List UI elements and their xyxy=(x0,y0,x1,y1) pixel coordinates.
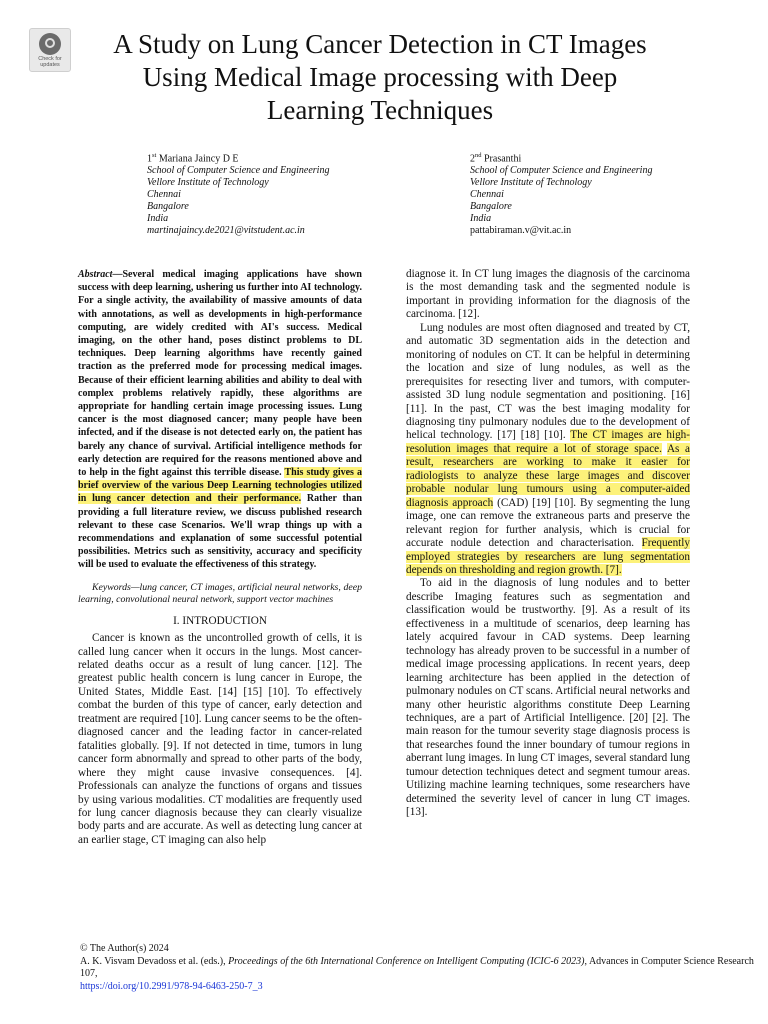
author-institution: Vellore Institute of Technology xyxy=(147,177,269,189)
author-country: India xyxy=(147,213,169,225)
intro-paragraph: Cancer is known as the uncontrolled growth of cells, it is called lung cancer when it occurs in the lungs. Most cancer-related deaths occur as a result of lung cancer. [12]. The greatest public health concern is lung cancer in Europe, the United States, Middle East. [14] [15] [10]. To effectively combat the burden of this type of cancer, early detection and treatment are required [10]. Lung cancer seems to be the often-diagnosed cancer and the leading factor in cancer-related fatalities globally. [9]. If not detected in time, tumors in lung cancer form abnormally and spread to other parts of the body, where they might cause invasive consequences. [4]. Professionals can analyze the functions of organs and tissues by using various modalities. CT modalities are frequently used for lung cancer diagnosis because they can clearly visualize body parts and are accurate. As well as detecting lung cancer at an earlier stage, CT imaging can also help xyxy=(78,632,362,846)
footer xyxy=(80,943,768,993)
paragraph-3: To aid in the diagnosis of lung nodules and to better describe Imaging features such as segmentation and classification would be trustworthy. [9]. As a result of its effectiveness in a multitude of scenarios, deep learning has lately acquired favour in CAD systems. Deep learning technology has already proven to be successful in a number of medical image processing applications. In recent years, deep learning architecture has been applied in the detection of pulmonary nodules on CT scans. Artificial neural networks and many other heuristic algorithms constitute Deep Learning techniques, are a part of Artificial Intelligence. [20] [2]. The main reason for the tumour severity stage diagnosis process is that researches found the inner boundary of tumour regions in aberrant lung images. In lung CT images, several standard lung tumour detection techniques detect and segment tumour areas. Utilizing machine learning techniques, some researchers have determined the severity level of cancer in lung CT images. [13]. xyxy=(406,577,690,819)
highlight-3: Frequently employed strategies by researchers are lung segmentation depends on thresholding and region growth. [7]. xyxy=(406,537,690,576)
check-for-updates-badge[interactable] xyxy=(29,28,71,72)
check-updates-icon xyxy=(39,33,61,55)
highlight-2: As a result, researchers are working to make it easier for radiologists to analyze these large images and discover probable nodular lung tumours using a computer-aided diagnosis approach xyxy=(406,442,690,509)
check-updates-label: Check for updates xyxy=(38,56,62,68)
doi-link[interactable]: https://doi.org/10.2991/978-94-6463-250-7_3 xyxy=(80,980,263,992)
author-city: Chennai xyxy=(147,189,181,201)
author-1-block xyxy=(147,150,329,237)
author-city: Chennai xyxy=(470,189,504,201)
paragraph-1: diagnose it. In CT lung images the diagnosis of the carcinoma is the most demanding task and the segmented nodule is important in providing information for the diagnosis of the carcinoma. [12]. xyxy=(406,268,690,321)
author-name: 2nd Prasanthi xyxy=(470,152,522,165)
author-email[interactable]: martinajaincy.de2021@vitstudent.ac.in xyxy=(147,225,305,237)
author-email[interactable]: pattabiraman.v@vit.ac.in xyxy=(470,225,572,237)
citation: A. K. Visvam Devadoss et al. (eds.), Proceedings of the 6th International Conference on Intelligent Computing (ICIC-6 2023), Advances in Computer Science Research 107, xyxy=(80,955,754,979)
author-2-block xyxy=(470,150,652,237)
paragraph-2: Lung nodules are most often diagnosed and treated by CT, and automatic 3D segmentation aids in the detection and monitoring of nodules on CT. It can be helpful in determining the location and size of lung nodules, as well as the prerequisites for resecting liver and tumors, with computer-assisted 3D lung nodule segmentation and positioning. [16] [11]. In the past, CT was the best imaging modality for diagnosing tiny pulmonary nodules due to the development of helical technology. [17] [18] [10]. The CT images are high-resolution images that require a lot of storage space. As a result, researchers are working to make it easier for radiologists to analyze these large images and discover probable nodular lung tumours using a computer-aided diagnosis approach (CAD) [19] [10]. By segmenting the lung image, one can remove the extraneous parts and preserve the relevant region for further analysis, which is crucial for accurate nodule detection and characterisation. Frequently employed strategies by researchers are lung segmentation depends on thresholding and region growth. [7]. xyxy=(406,321,691,576)
author-city2: Bangalore xyxy=(147,201,189,213)
abstract: Abstract—Several medical imaging applications have shown success with deep learning, ushering us further into AI technology. For a single activity, the availability of massive amounts of data with annotations, as well as developments in high-performance computing, are widely credited with AI's success. Medical imaging, on the other hand, poses distinct problems to DL techniques. Deep learning algorithms have recently gained traction as the preferred mode for processing medical images. Because of their efficient learning abilities and ability to deal with complex problems relatively rapidly, these algorithms are appropriate for handling certain image processing issues. Lung cancer is the most diagnosed cancer; many people have been infected, and if the disease is not detected early on, the patient has barely any chance of survival. Artificial intelligence methods for early detection are required for the reasons mentioned above and to help in the fight against this terrible disease. This study gives a brief overview of the various Deep Learning technologies utilized in lung cancer detection and their performance. Rather than providing a full literature review, we discuss published research relevant to these case Scenarios. We'll wrap things up with a recommendations and explanation of some successful potential possibilities. Metrics such as sensitivity, accuracy and specificity will be used to evaluate the effectiveness of this strategy. xyxy=(78,269,363,571)
paper-title: A Study on Lung Cancer Detection in CT Images Using Medical Image processing with Deep Learning Techniques xyxy=(113,29,647,125)
keywords: Keywords—lung cancer, CT images, artificial neural networks, deep learning, convolutional neural network, support vector machines xyxy=(78,581,362,606)
copyright: © The Author(s) 2024 xyxy=(80,943,169,954)
highlight-1: The CT images are high-resolution images that require a lot of storage space. xyxy=(406,429,691,455)
author-country: India xyxy=(470,213,492,225)
section-heading-introduction: I. INTRODUCTION xyxy=(173,614,267,627)
author-institution: Vellore Institute of Technology xyxy=(470,177,592,189)
author-dept: School of Computer Science and Engineering xyxy=(147,165,330,177)
left-column xyxy=(78,268,362,847)
author-name: 1st Mariana Jaincy D E xyxy=(147,152,239,165)
author-city2: Bangalore xyxy=(470,201,512,213)
right-column xyxy=(406,268,690,820)
author-dept: School of Computer Science and Engineering xyxy=(470,165,653,177)
abstract-highlight: This study gives a brief overview of the various Deep Learning technologies utilized in lung cancer detection and their performance. xyxy=(78,467,363,505)
